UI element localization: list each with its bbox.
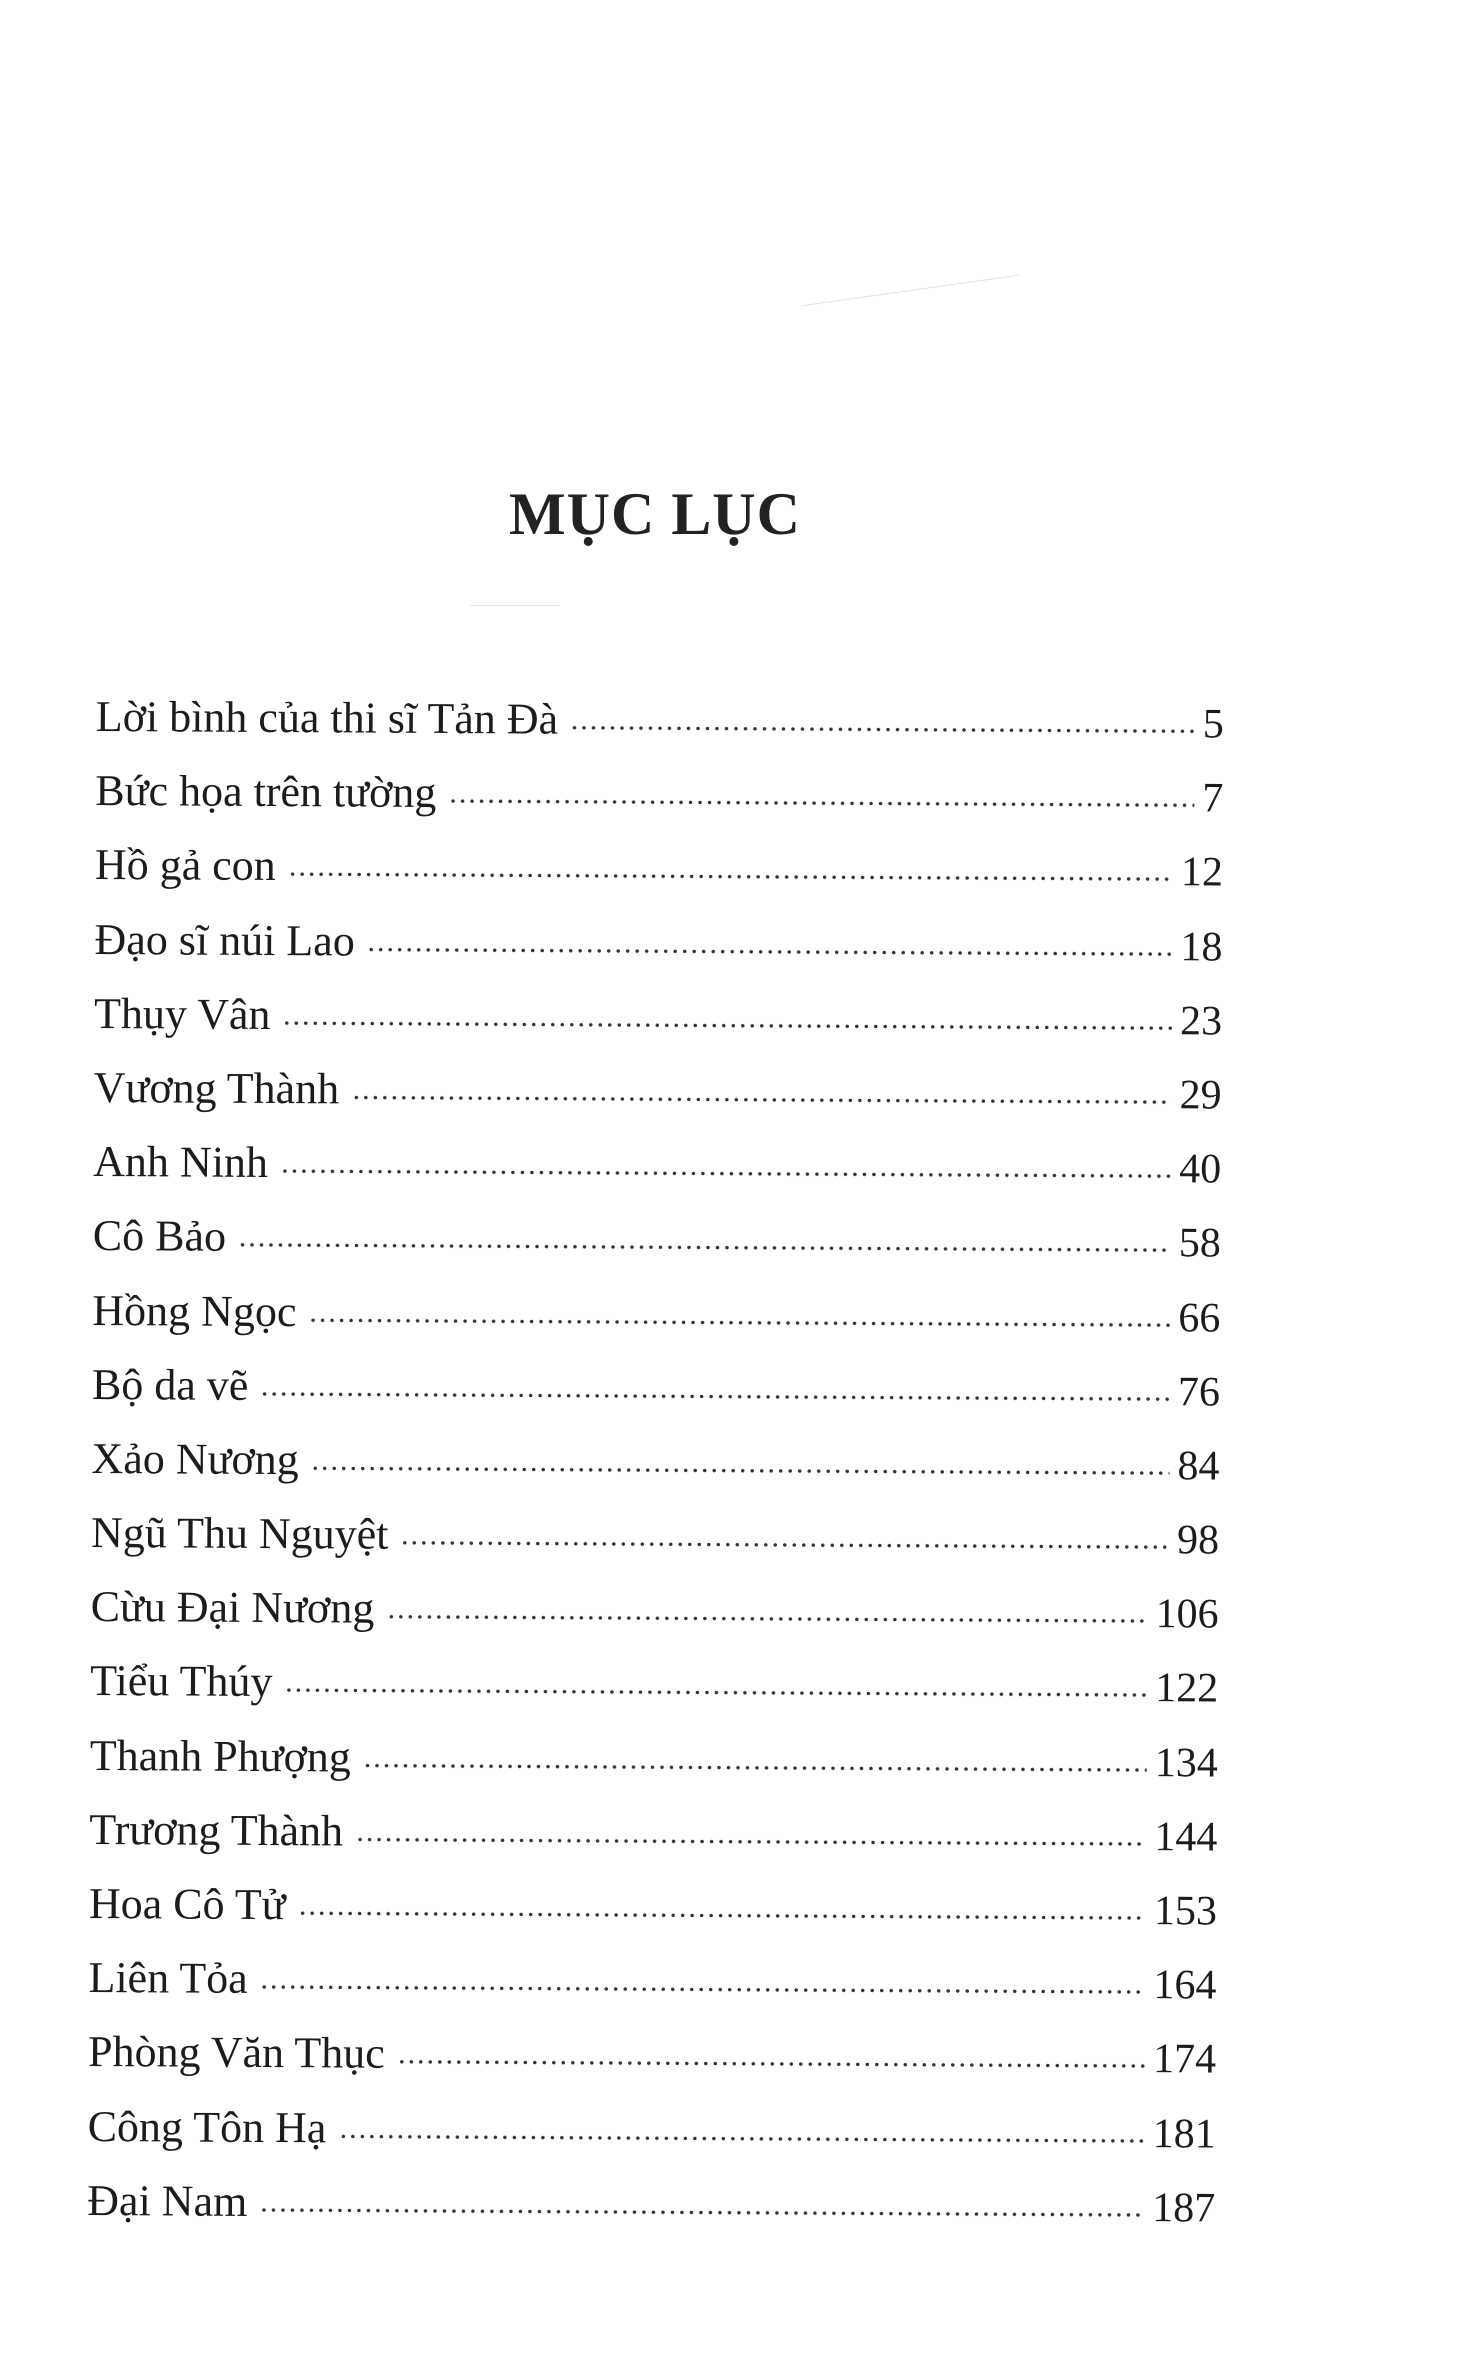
dot-leader <box>355 1837 1146 1846</box>
toc-entry-title: Xảo Nương <box>91 1433 299 1485</box>
toc-entry <box>92 1348 1220 1429</box>
paper-mark <box>801 275 1019 307</box>
toc-entry-page: 12 <box>1180 849 1224 896</box>
dot-leader <box>311 1466 1170 1475</box>
toc-entry-page: 134 <box>1154 1739 1218 1787</box>
dot-leader <box>284 1689 1147 1698</box>
dot-leader <box>400 1541 1169 1549</box>
toc-entry <box>95 754 1223 835</box>
toc-entry <box>89 1793 1217 1874</box>
dot-leader <box>367 947 1173 956</box>
toc-entry <box>90 1644 1218 1725</box>
toc-entry <box>95 828 1223 909</box>
dot-leader <box>259 2208 1144 2217</box>
toc-entry-title: Thanh Phượng <box>89 1730 351 1782</box>
dot-leader <box>260 1985 1146 1994</box>
toc-entry-page: 187 <box>1152 2184 1216 2232</box>
toc-entry-page: 18 <box>1180 923 1223 971</box>
toc-entry-page: 181 <box>1152 2110 1216 2158</box>
toc-entry-title: Bức họa trên tường <box>95 766 437 818</box>
toc-entry-page: 23 <box>1179 997 1223 1045</box>
toc-entry-title: Cô Bảo <box>92 1211 227 1262</box>
paper-mark <box>470 605 560 606</box>
dot-leader <box>297 1911 1145 1920</box>
toc-entry-page: 40 <box>1179 1146 1222 1193</box>
toc-entry-page: 122 <box>1155 1665 1219 1712</box>
toc-entry-title: Hồ gả con <box>94 840 276 891</box>
toc-entry-title: Tiểu Thúy <box>90 1656 273 1707</box>
toc-entry <box>91 1422 1219 1503</box>
toc-entry-title: Lời bình của thi sĩ Tản Đà <box>95 691 559 744</box>
toc-entry-title: Phòng Văn Thục <box>87 2027 385 2079</box>
toc-entry <box>90 1719 1218 1800</box>
toc-entry-title: Đại Nam <box>87 2175 248 2226</box>
dot-leader <box>386 1615 1147 1623</box>
dot-leader <box>351 1095 1171 1104</box>
dot-leader <box>280 1169 1171 1178</box>
dot-leader <box>570 726 1195 734</box>
table-of-contents <box>87 680 1224 2244</box>
toc-entry-page: 153 <box>1153 1888 1218 1935</box>
toc-entry-title: Hoa Cô Tử <box>88 1878 286 1930</box>
toc-entry-page: 174 <box>1152 2036 1217 2083</box>
toc-entry-page: 98 <box>1176 1517 1220 1564</box>
toc-entry <box>93 1051 1221 1132</box>
dot-leader <box>282 1021 1172 1030</box>
toc-entry-page: 29 <box>1179 1072 1222 1119</box>
toc-entry-page: 84 <box>1177 1443 1220 1490</box>
toc-entry-title: Đạo sĩ núi Lao <box>94 914 355 966</box>
page-title: MỤC LỤC <box>509 481 801 548</box>
toc-entry-title: Cừu Đại Nương <box>90 1582 375 1633</box>
dot-leader <box>260 1392 1170 1401</box>
toc-entry <box>87 2164 1215 2245</box>
toc-entry-page: 76 <box>1177 1368 1221 1416</box>
toc-entry-page: 164 <box>1153 1962 1217 2009</box>
dot-leader <box>363 1763 1147 1772</box>
toc-entry <box>87 2090 1215 2171</box>
dot-leader <box>238 1243 1171 1252</box>
toc-entry <box>92 1273 1220 1354</box>
toc-entry-title: Công Tôn Hạ <box>87 2101 327 2152</box>
toc-entry <box>89 1867 1217 1948</box>
toc-entry-page: 66 <box>1178 1294 1221 1341</box>
dot-leader <box>397 2060 1145 2068</box>
toc-entry-title: Trương Thành <box>89 1804 344 1856</box>
toc-entry-page: 7 <box>1202 775 1224 822</box>
toc-entry <box>93 1125 1221 1206</box>
dot-leader <box>338 2134 1144 2143</box>
toc-entry <box>96 680 1224 761</box>
toc-entry-title: Bộ da vẽ <box>91 1359 249 1410</box>
toc-entry <box>91 1496 1219 1577</box>
dot-leader <box>288 872 1173 881</box>
toc-entry-title: Anh Ninh <box>93 1137 269 1188</box>
toc-entry-title: Thụy Vân <box>93 988 271 1039</box>
toc-entry-title: Vương Thành <box>93 1062 340 1114</box>
toc-entry-title: Liên Tỏa <box>88 1953 248 2004</box>
toc-entry <box>94 977 1222 1058</box>
toc-entry-title: Hồng Ngọc <box>92 1285 297 1336</box>
toc-entry <box>88 2015 1216 2096</box>
toc-entry-title: Ngũ Thu Nguyệt <box>90 1508 389 1559</box>
dot-leader <box>448 799 1194 807</box>
toc-entry <box>88 1941 1216 2022</box>
toc-entry <box>90 1570 1218 1651</box>
dot-leader <box>308 1318 1170 1327</box>
toc-entry-page: 106 <box>1155 1591 1219 1638</box>
toc-entry-page: 58 <box>1178 1220 1221 1267</box>
toc-entry <box>93 1199 1221 1280</box>
toc-entry-page: 5 <box>1202 701 1224 748</box>
toc-entry <box>94 903 1222 984</box>
toc-entry-page: 144 <box>1154 1813 1218 1861</box>
